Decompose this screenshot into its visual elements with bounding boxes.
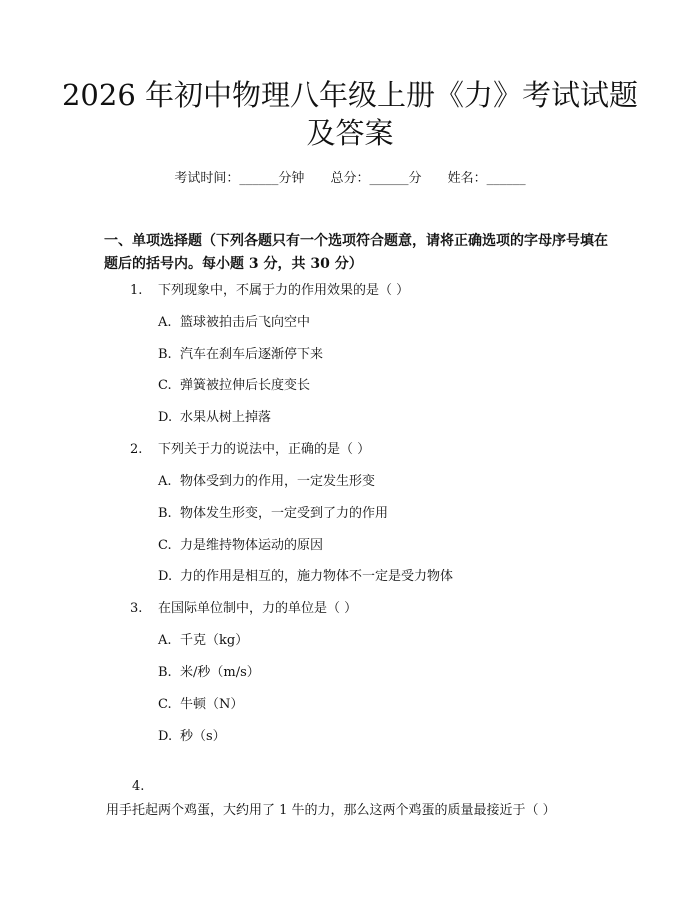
option-text: 弹簧被拉伸后长度变长	[180, 378, 311, 393]
question-4	[106, 775, 606, 823]
title-line-2: 及答案	[306, 116, 394, 150]
option-letter: A.	[158, 633, 172, 648]
question-1-option-a	[158, 314, 310, 332]
question-2-option-a	[158, 473, 375, 491]
option-text: 物体发生形变，一定受到了力的作用	[180, 506, 389, 521]
option-letter: C.	[158, 538, 172, 553]
exam-info-line	[0, 170, 700, 188]
option-letter: D.	[158, 569, 173, 584]
option-text: 千克（kg）	[180, 633, 249, 648]
section-heading-single-choice: 一、单项选择题（下列各题只有一个选项符合题意，请将正确选项的字母序号填在题后的括号内。每小题 3 分，共 30 分）	[104, 233, 608, 272]
question-number: 1.	[130, 283, 143, 298]
option-text: 力是维持物体运动的原因	[180, 538, 324, 553]
question-2-option-c	[158, 537, 323, 555]
title-line-1: 2026 年初中物理八年级上册《力》考试试题	[61, 78, 639, 112]
option-letter: B.	[158, 506, 172, 521]
option-letter: B.	[158, 347, 172, 362]
question-text: 用手托起两个鸡蛋，大约用了 1 牛的力，那么这两个鸡蛋的质量最接近于（ ）	[106, 803, 556, 818]
question-number: 3.	[130, 601, 143, 616]
option-text: 篮球被拍击后飞向空中	[180, 315, 311, 330]
question-text: 下列现象中，不属于力的作用效果的是（ ）	[158, 283, 410, 298]
option-text: 力的作用是相互的，施力物体不一定是受力物体	[180, 569, 454, 584]
option-text: 牛顿（N）	[180, 697, 244, 712]
option-letter: A.	[158, 315, 172, 330]
exam-time-field: 考试时间：______分钟	[174, 171, 305, 186]
option-letter: C.	[158, 697, 172, 712]
page-title	[60, 76, 640, 152]
question-3-option-d	[158, 728, 226, 746]
question-number: 2.	[130, 442, 143, 457]
question-number: 4.	[132, 779, 145, 794]
question-3-option-a	[158, 632, 248, 650]
question-3-option-c	[158, 696, 243, 714]
question-2-option-b	[158, 505, 388, 523]
total-score-field: 总分：______分	[330, 171, 422, 186]
student-name-field: 姓名：______	[447, 171, 526, 186]
option-text: 水果从树上掉落	[180, 410, 272, 425]
question-text: 下列关于力的说法中，正确的是（ ）	[158, 442, 371, 457]
option-letter: B.	[158, 665, 172, 680]
option-letter: C.	[158, 378, 172, 393]
option-text: 秒（s）	[180, 729, 226, 744]
option-letter: D.	[158, 410, 173, 425]
option-text: 汽车在刹车后逐渐停下来	[180, 347, 324, 362]
question-3-option-b	[158, 664, 260, 682]
question-text: 在国际单位制中，力的单位是（ ）	[158, 601, 358, 616]
question-2-option-d	[158, 568, 453, 586]
question-1-option-d	[158, 409, 271, 427]
option-letter: D.	[158, 729, 173, 744]
option-text: 米/秒（m/s）	[180, 665, 260, 680]
question-1-option-b	[158, 346, 323, 364]
option-text: 物体受到力的作用，一定发生形变	[180, 474, 376, 489]
option-letter: A.	[158, 474, 172, 489]
question-1-option-c	[158, 377, 310, 395]
